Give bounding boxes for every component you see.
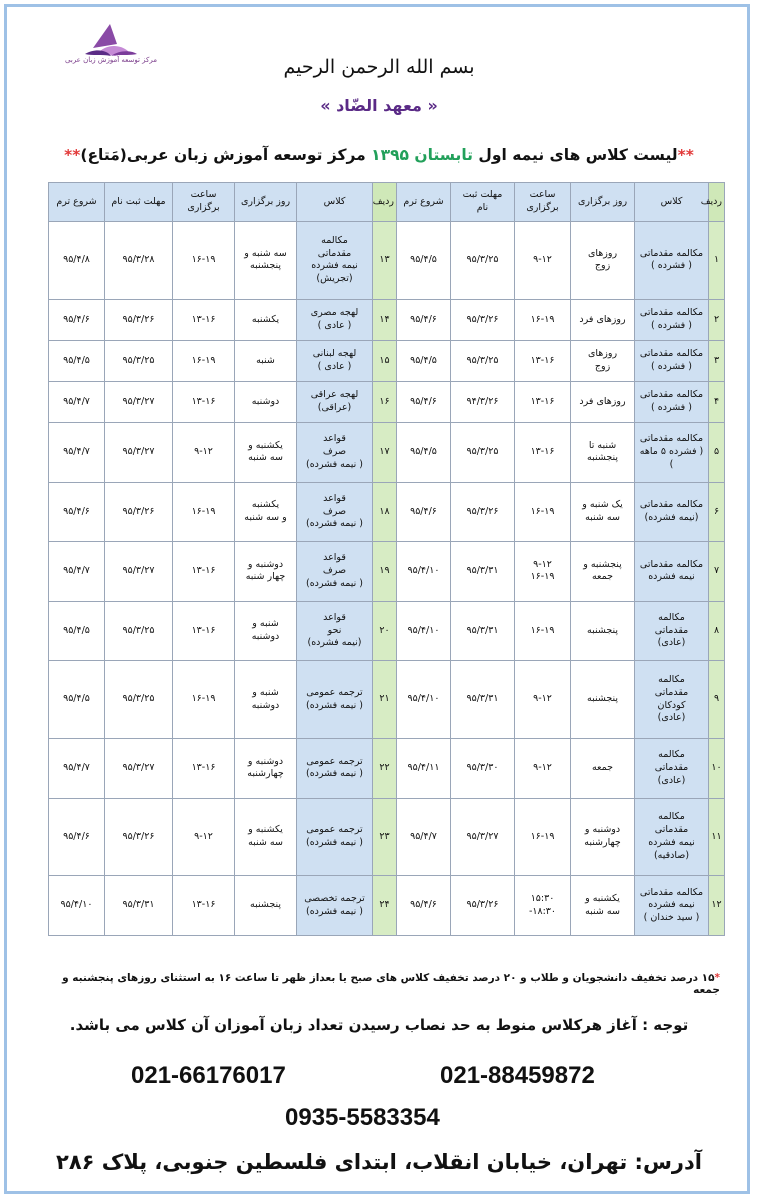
discount-star: * bbox=[714, 972, 720, 984]
class-name: مکالمه مقدماتی (عادی) bbox=[635, 739, 709, 799]
registration-deadline: ۹۵/۳/۲۶ bbox=[451, 876, 515, 936]
class-name: مکالمه مقدماتی ( فشرده ) bbox=[635, 340, 709, 381]
class-days: شنبه و دوشنبه bbox=[235, 601, 297, 661]
start-notice: توجه : آغاز هرکلاس منوط به حد نصاب رسیدن تعداد زبان آموزان آن کلاس می باشد. bbox=[69, 1016, 689, 1034]
class-hours: ۱۳-۱۶ bbox=[173, 876, 235, 936]
class-days: یکشنبه و سه شنبه bbox=[235, 423, 297, 483]
row-number: ۱۱ bbox=[709, 798, 725, 876]
class-name: مکالمه مقدماتی (نیمه فشرده) bbox=[635, 482, 709, 542]
registration-deadline: ۹۴/۳/۲۶ bbox=[451, 382, 515, 423]
class-days: یکشنبه و سه شنبه bbox=[235, 798, 297, 876]
col-header-class: کلاس bbox=[635, 183, 709, 222]
class-name: مکالمه مقدماتی (عادی) bbox=[635, 601, 709, 661]
term-start: ۹۵/۴/۷ bbox=[49, 382, 105, 423]
term-start: ۹۵/۴/۵ bbox=[397, 222, 451, 300]
class-days: روزهای زوج bbox=[571, 222, 635, 300]
class-hours: ۹-۱۲ bbox=[515, 739, 571, 799]
row-number: ۲ bbox=[709, 299, 725, 340]
class-hours: ۱۳-۱۶ bbox=[515, 340, 571, 381]
class-name: لهجه لبنانی ( عادی ) bbox=[297, 340, 373, 381]
registration-deadline: ۹۵/۳/۲۸ bbox=[105, 222, 173, 300]
registration-deadline: ۹۵/۳/۳۱ bbox=[105, 876, 173, 936]
term-start: ۹۵/۴/۵ bbox=[49, 601, 105, 661]
class-hours: ۱۳-۱۶ bbox=[173, 299, 235, 340]
registration-deadline: ۹۵/۳/۲۶ bbox=[105, 482, 173, 542]
class-hours: ۱۶-۱۹ bbox=[515, 798, 571, 876]
col-header-class-2: کلاس bbox=[297, 183, 373, 222]
class-days: پنجشنبه bbox=[571, 601, 635, 661]
class-hours: ۹-۱۲ bbox=[173, 798, 235, 876]
class-name: لهجه عراقی (عراقی) bbox=[297, 382, 373, 423]
class-name: مکالمه مقدماتی نیمه فشرده (تجریش) bbox=[297, 222, 373, 300]
term-start: ۹۵/۴/۸ bbox=[49, 222, 105, 300]
row-number: ۱۰ bbox=[709, 739, 725, 799]
class-days: جمعه bbox=[571, 739, 635, 799]
row-number: ۱ bbox=[709, 222, 725, 300]
class-hours: ۹-۱۲ bbox=[515, 222, 571, 300]
row-number: ۴ bbox=[709, 382, 725, 423]
registration-deadline: ۹۵/۳/۲۶ bbox=[451, 299, 515, 340]
class-days: روزهای فرد bbox=[571, 299, 635, 340]
class-days: یکشنبه و سه شنبه bbox=[235, 482, 297, 542]
table-row bbox=[49, 661, 725, 739]
title-part-1: لیست کلاس های نیمه اول bbox=[473, 146, 678, 164]
col-header-term-start: شروع ترم bbox=[397, 183, 451, 222]
class-name: مکالمه مقدماتی نیمه فشرده ( سید خندان ) bbox=[635, 876, 709, 936]
registration-deadline: ۹۵/۳/۲۶ bbox=[451, 482, 515, 542]
table-row bbox=[49, 222, 725, 300]
class-days: روزهای زوج bbox=[571, 340, 635, 381]
term-start: ۹۵/۴/۵ bbox=[49, 340, 105, 381]
mobile-number: 0935-5583354 bbox=[285, 1104, 440, 1131]
class-name: مکالمه مقدماتی ( فشرده ۵ ماهه ) bbox=[635, 423, 709, 483]
registration-deadline: ۹۵/۳/۲۵ bbox=[105, 601, 173, 661]
institute-name: « معهد الضّاد » bbox=[320, 96, 438, 115]
class-hours: ۱۳-۱۶ bbox=[173, 601, 235, 661]
class-hours: ۱۶-۱۹ bbox=[173, 661, 235, 739]
class-name: مکالمه مقدماتی ( فشرده ) bbox=[635, 299, 709, 340]
row-number: ۲۰ bbox=[373, 601, 397, 661]
term-start: ۹۵/۴/۶ bbox=[397, 382, 451, 423]
term-start: ۹۵/۴/۶ bbox=[49, 482, 105, 542]
class-days: پنجشنبه bbox=[235, 876, 297, 936]
title-stars-left: ** bbox=[64, 146, 81, 164]
class-hours: ۱۶-۱۹ bbox=[173, 340, 235, 381]
term-start: ۹۵/۴/۷ bbox=[49, 542, 105, 602]
table-row bbox=[49, 798, 725, 876]
row-number: ۶ bbox=[709, 482, 725, 542]
table-row bbox=[49, 423, 725, 483]
class-name: مکالمه مقدماتی نیمه فشرده (صادقیه) bbox=[635, 798, 709, 876]
term-start: ۹۵/۴/۷ bbox=[397, 798, 451, 876]
registration-deadline: ۹۵/۳/۳۱ bbox=[451, 542, 515, 602]
table-row bbox=[49, 601, 725, 661]
term-start: ۹۵/۴/۱۱ bbox=[397, 739, 451, 799]
class-days: شنبه bbox=[235, 340, 297, 381]
class-days: پنجشنبه bbox=[571, 661, 635, 739]
col-header-row-num-2: ردیف bbox=[373, 183, 397, 222]
class-days: دوشنبه و چهارشنبه bbox=[235, 739, 297, 799]
table-row bbox=[49, 482, 725, 542]
registration-deadline: ۹۵/۳/۲۶ bbox=[105, 798, 173, 876]
class-name: مکالمه مقدماتی ( فشرده ) bbox=[635, 222, 709, 300]
class-days: یکشنبه و سه شنبه bbox=[571, 876, 635, 936]
term-start: ۹۵/۴/۶ bbox=[49, 299, 105, 340]
class-hours: ۱۳-۱۶ bbox=[515, 423, 571, 483]
registration-deadline: ۹۵/۳/۲۷ bbox=[105, 739, 173, 799]
row-number: ۱۳ bbox=[373, 222, 397, 300]
table-row bbox=[49, 739, 725, 799]
class-name: ترجمه عمومی ( نیمه فشرده) bbox=[297, 661, 373, 739]
class-name: قواعد نحو (نیمه فشرده) bbox=[297, 601, 373, 661]
term-start: ۹۵/۴/۱۰ bbox=[397, 661, 451, 739]
class-schedule-table bbox=[48, 182, 725, 936]
col-header-reg-deadline: مهلت ثبت نام bbox=[451, 183, 515, 222]
class-days: دوشنبه bbox=[235, 382, 297, 423]
row-number: ۱۴ bbox=[373, 299, 397, 340]
term-start: ۹۵/۴/۵ bbox=[397, 423, 451, 483]
col-header-day-2: روز برگزاری bbox=[235, 183, 297, 222]
table-row bbox=[49, 340, 725, 381]
term-start: ۹۵/۴/۷ bbox=[49, 423, 105, 483]
row-number: ۷ bbox=[709, 542, 725, 602]
term-start: ۹۵/۴/۱۰ bbox=[397, 601, 451, 661]
row-number: ۵ bbox=[709, 423, 725, 483]
registration-deadline: ۹۵/۳/۲۵ bbox=[451, 222, 515, 300]
row-number: ۱۷ bbox=[373, 423, 397, 483]
class-name: قواعد صرف ( نیمه فشرده) bbox=[297, 482, 373, 542]
col-header-time: ساعت برگزاری bbox=[515, 183, 571, 222]
phone-number-1: 021-88459872 bbox=[440, 1062, 595, 1089]
class-hours: ۹-۱۲ ۱۶-۱۹ bbox=[515, 542, 571, 602]
class-days: یکشنبه bbox=[235, 299, 297, 340]
title-stars-right: ** bbox=[677, 146, 694, 164]
class-days: یک شنبه و سه شنبه bbox=[571, 482, 635, 542]
term-start: ۹۵/۴/۷ bbox=[49, 739, 105, 799]
term-start: ۹۵/۴/۶ bbox=[397, 482, 451, 542]
term-start: ۹۵/۴/۱۰ bbox=[397, 542, 451, 602]
row-number: ۱۹ bbox=[373, 542, 397, 602]
page-title bbox=[0, 146, 758, 164]
class-days: سه شنبه و پنجشنبه bbox=[235, 222, 297, 300]
class-hours: ۹-۱۲ bbox=[173, 423, 235, 483]
class-hours: ۹-۱۲ bbox=[515, 661, 571, 739]
col-header-row-num: ردیف bbox=[709, 183, 725, 222]
term-start: ۹۵/۴/۵ bbox=[49, 661, 105, 739]
class-hours: ۱۶-۱۹ bbox=[515, 299, 571, 340]
col-header-term-start-2: شروع ترم bbox=[49, 183, 105, 222]
table-row bbox=[49, 299, 725, 340]
row-number: ۹ bbox=[709, 661, 725, 739]
col-header-day: روز برگزاری bbox=[571, 183, 635, 222]
basmala: بسم الله الرحمن الرحیم bbox=[283, 56, 475, 78]
class-name: ترجمه عمومی ( نیمه فشرده) bbox=[297, 739, 373, 799]
term-start: ۹۵/۴/۵ bbox=[397, 340, 451, 381]
class-days: شنبه تا پنجشنبه bbox=[571, 423, 635, 483]
logo-caption: مرکز توسعه آموزش زبان عربی bbox=[65, 56, 157, 64]
row-number: ۳ bbox=[709, 340, 725, 381]
class-days: شنبه و دوشنبه bbox=[235, 661, 297, 739]
registration-deadline: ۹۵/۳/۲۵ bbox=[105, 661, 173, 739]
discount-text: ۱۵ درصد تخفیف دانشجویان و طلاب و ۲۰ درصد تخفیف کلاس های صبح یا بعداز ظهر تا ساعت ۱۶ به استثنای روزهای پنجشنبه و جمعه bbox=[62, 972, 720, 996]
class-name: قواعد صرف ( نیمه فشرده) bbox=[297, 542, 373, 602]
class-name: مکالمه مقدماتی ( فشرده ) bbox=[635, 382, 709, 423]
term-start: ۹۵/۴/۶ bbox=[397, 876, 451, 936]
class-hours: ۱۳-۱۶ bbox=[515, 382, 571, 423]
registration-deadline: ۹۵/۳/۳۰ bbox=[451, 739, 515, 799]
title-part-2: مرکز توسعه آموزش زبان عربی(مَتاع) bbox=[80, 146, 372, 164]
row-number: ۲۴ bbox=[373, 876, 397, 936]
class-days: دوشنبه و چهار شنبه bbox=[235, 542, 297, 602]
row-number: ۲۱ bbox=[373, 661, 397, 739]
class-name: لهجه مصری ( عادی ) bbox=[297, 299, 373, 340]
table-row bbox=[49, 876, 725, 936]
class-name: قواعد صرف ( نیمه فشرده) bbox=[297, 423, 373, 483]
class-hours: ۱۶-۱۹ bbox=[515, 482, 571, 542]
row-number: ۱۶ bbox=[373, 382, 397, 423]
title-season: تابستان ۱۳۹۵ bbox=[371, 146, 474, 164]
class-days: پنجشنبه و جمعه bbox=[571, 542, 635, 602]
row-number: ۱۵ bbox=[373, 340, 397, 381]
registration-deadline: ۹۵/۳/۲۷ bbox=[105, 423, 173, 483]
registration-deadline: ۹۵/۳/۳۱ bbox=[451, 601, 515, 661]
registration-deadline: ۹۵/۳/۲۷ bbox=[105, 382, 173, 423]
address: آدرس: تهران، خیابان انقلاب، ابتدای فلسطین جنوبی، پلاک ۲۸۶ bbox=[56, 1150, 702, 1174]
class-hours: ۱۵:۳۰ ۱۸:۳۰- bbox=[515, 876, 571, 936]
row-number: ۲۳ bbox=[373, 798, 397, 876]
row-number: ۸ bbox=[709, 601, 725, 661]
class-hours: ۱۶-۱۹ bbox=[515, 601, 571, 661]
discount-note bbox=[60, 972, 720, 996]
class-hours: ۱۳-۱۶ bbox=[173, 542, 235, 602]
class-days: دوشنبه و چهارشنبه bbox=[571, 798, 635, 876]
term-start: ۹۵/۴/۱۰ bbox=[49, 876, 105, 936]
col-header-time-2: ساعت برگزاری bbox=[173, 183, 235, 222]
class-name: مکالمه مقدماتی کودکان (عادی) bbox=[635, 661, 709, 739]
registration-deadline: ۹۵/۳/۲۷ bbox=[105, 542, 173, 602]
term-start: ۹۵/۴/۶ bbox=[397, 299, 451, 340]
class-days: روزهای فرد bbox=[571, 382, 635, 423]
registration-deadline: ۹۵/۳/۲۶ bbox=[105, 299, 173, 340]
table-row bbox=[49, 542, 725, 602]
phone-number-2: 021-66176017 bbox=[131, 1062, 286, 1089]
registration-deadline: ۹۵/۳/۲۵ bbox=[451, 423, 515, 483]
class-hours: ۱۶-۱۹ bbox=[173, 222, 235, 300]
registration-deadline: ۹۵/۳/۲۵ bbox=[105, 340, 173, 381]
class-hours: ۱۶-۱۹ bbox=[173, 482, 235, 542]
class-name: ترجمه عمومی ( نیمه فشرده) bbox=[297, 798, 373, 876]
class-hours: ۱۳-۱۶ bbox=[173, 382, 235, 423]
registration-deadline: ۹۵/۳/۲۷ bbox=[451, 798, 515, 876]
table-header-row bbox=[49, 183, 725, 222]
row-number: ۲۲ bbox=[373, 739, 397, 799]
row-number: ۱۸ bbox=[373, 482, 397, 542]
registration-deadline: ۹۵/۳/۲۵ bbox=[451, 340, 515, 381]
term-start: ۹۵/۴/۶ bbox=[49, 798, 105, 876]
class-name: مکالمه مقدماتی نیمه فشرده bbox=[635, 542, 709, 602]
col-header-reg-deadline-2: مهلت ثبت نام bbox=[105, 183, 173, 222]
registration-deadline: ۹۵/۳/۳۱ bbox=[451, 661, 515, 739]
class-name: ترجمه تخصصی ( نیمه فشرده) bbox=[297, 876, 373, 936]
row-number: ۱۲ bbox=[709, 876, 725, 936]
class-hours: ۱۳-۱۶ bbox=[173, 739, 235, 799]
table-row bbox=[49, 382, 725, 423]
